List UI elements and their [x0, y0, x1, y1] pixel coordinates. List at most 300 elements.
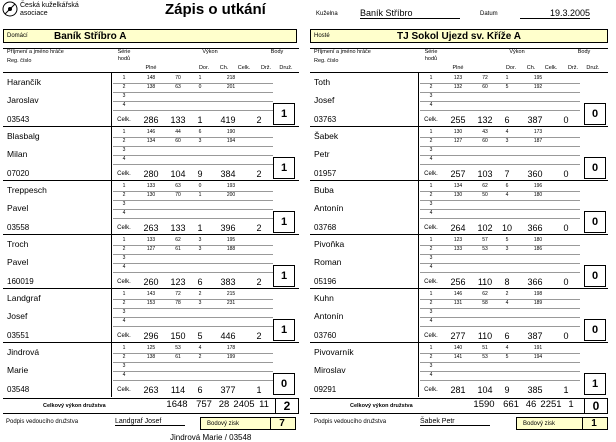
col-serie1: Série	[117, 49, 131, 55]
game-value: 58	[482, 300, 488, 306]
game-index: 3	[122, 93, 126, 99]
dd-value: 2	[256, 331, 262, 341]
game-value: 189	[533, 300, 543, 306]
away-player-block	[310, 72, 608, 127]
total-value: 366	[527, 223, 543, 233]
game-index: 3	[122, 147, 126, 153]
player-reg-number: 03543	[7, 115, 30, 124]
game-index: 1	[429, 291, 433, 297]
total-value: 104	[477, 385, 493, 395]
game-value: 60	[482, 84, 488, 90]
home-bod-label: Bodový zisk	[207, 421, 240, 427]
game-value: 132	[453, 84, 463, 90]
total-value: 6	[504, 331, 510, 341]
game-index: 1	[429, 183, 433, 189]
dd-value: 0	[563, 331, 569, 341]
away-bodovy-zisk	[516, 417, 608, 430]
total-value: 133	[170, 115, 186, 125]
game-value: 70	[175, 192, 181, 198]
player-firstname: Antonín	[314, 203, 344, 213]
dd-value: 0	[563, 277, 569, 287]
game-row-line	[420, 308, 580, 309]
dd-value: 2	[256, 223, 262, 233]
total-value: 257	[450, 169, 466, 179]
game-index: 3	[429, 363, 433, 369]
home-player-block	[3, 126, 299, 181]
home-side-label: Domácí	[7, 33, 28, 39]
away-team-name: TJ Sokol Ujezd sv. Kříže A	[397, 31, 521, 42]
game-row-line	[113, 92, 273, 93]
game-index: 4	[122, 372, 126, 378]
game-value: 60	[175, 138, 181, 144]
game-value: 201	[226, 84, 236, 90]
total-value: 256	[450, 277, 466, 287]
game-value: 146	[453, 291, 463, 297]
total-value: 150	[170, 331, 186, 341]
total-value: 280	[143, 169, 159, 179]
game-value: 143	[146, 291, 156, 297]
col-name_hdr2: Reg. číslo	[314, 58, 339, 64]
dd-value: 0	[563, 223, 569, 233]
game-index: 3	[122, 255, 126, 261]
total-value: 133	[170, 223, 186, 233]
game-row-line	[420, 209, 580, 210]
game-row-line	[420, 101, 580, 102]
game-value: 138	[146, 84, 156, 90]
total-value: 9	[504, 385, 510, 395]
player-points-box: 0	[584, 265, 606, 287]
col-body: Body	[577, 49, 591, 55]
player-surname: Buba	[314, 185, 334, 195]
player-reg-number: 03760	[314, 331, 337, 340]
game-index: 1	[122, 345, 126, 351]
total-value: 9	[197, 169, 203, 179]
game-value: 53	[482, 354, 488, 360]
player-surname: Landgraf	[7, 293, 41, 303]
total-label: Celk.	[424, 225, 438, 231]
player-points-box: 0	[584, 211, 606, 233]
game-value: 218	[226, 75, 236, 81]
game-index: 1	[122, 75, 126, 81]
home-players	[3, 72, 299, 396]
org-line1: Česká kuželkářská	[20, 2, 79, 9]
total-value: 6	[197, 385, 203, 395]
game-value: 180	[533, 237, 543, 243]
game-row-line	[113, 155, 273, 156]
game-row-line	[113, 308, 273, 309]
player-firstname: Josef	[7, 311, 28, 321]
game-row-line	[113, 101, 273, 102]
game-value: 78	[175, 300, 181, 306]
game-value: 133	[146, 183, 156, 189]
home-team-name: Baník Stříbro A	[54, 31, 127, 42]
game-row-line	[113, 110, 273, 111]
game-index: 2	[429, 246, 433, 252]
total-value: 110	[477, 277, 493, 287]
player-surname: Pivovarník	[314, 347, 354, 357]
game-row-line	[113, 164, 273, 165]
game-value: 3	[505, 138, 509, 144]
game-index: 2	[122, 246, 126, 252]
player-firstname: Antonín	[314, 311, 344, 321]
home-bodovy-zisk	[200, 417, 296, 430]
player-firstname: Roman	[314, 257, 342, 267]
game-value: 125	[146, 345, 156, 351]
col-dor: Dor.	[505, 65, 517, 71]
game-index: 2	[429, 354, 433, 360]
game-value: 57	[482, 237, 488, 243]
game-value: 133	[453, 246, 463, 252]
game-value: 130	[146, 192, 156, 198]
column-divider	[111, 73, 112, 127]
cut-off-footer: Jindrová Marie / 03548	[170, 433, 252, 442]
game-index: 3	[429, 255, 433, 261]
home-player-block	[3, 234, 299, 289]
game-row-line	[420, 380, 580, 381]
game-value: 6	[198, 129, 202, 135]
col-dor: Dor.	[198, 65, 210, 71]
game-value: 4	[505, 345, 509, 351]
game-value: 231	[226, 300, 236, 306]
home-sum-row	[3, 398, 299, 414]
game-value: 178	[226, 345, 236, 351]
away-bod-value: 1	[582, 418, 605, 429]
total-value: 281	[450, 385, 466, 395]
total-value: 1	[197, 223, 203, 233]
game-value: 199	[226, 354, 236, 360]
dd-value: 1	[256, 385, 262, 395]
game-value: 130	[453, 192, 463, 198]
away-player-block	[310, 126, 608, 181]
game-value: 5	[505, 237, 509, 243]
total-value: 6	[504, 115, 510, 125]
col-vykon: Výkon	[202, 49, 218, 55]
total-value: 10	[501, 223, 512, 233]
game-index: 2	[122, 138, 126, 144]
total-value: 7	[504, 169, 510, 179]
column-divider	[111, 343, 112, 397]
game-value: 190	[226, 129, 236, 135]
away-sum-plne: 1590	[473, 399, 495, 410]
game-value: 62	[175, 237, 181, 243]
game-value: 140	[453, 345, 463, 351]
column-divider	[111, 289, 112, 343]
game-value: 215	[226, 291, 236, 297]
game-value: 53	[175, 345, 181, 351]
game-row-line	[113, 209, 273, 210]
player-reg-number: 07020	[7, 169, 30, 178]
page-title: Zápis o utkání	[165, 1, 266, 18]
game-index: 2	[122, 354, 126, 360]
home-sum-dd: 11	[259, 399, 269, 410]
player-firstname: Marie	[7, 365, 29, 375]
total-label: Celk.	[117, 387, 131, 393]
game-value: 5	[505, 84, 509, 90]
total-value: 377	[220, 385, 236, 395]
game-index: 1	[122, 183, 126, 189]
date-value: 19.3.2005	[520, 8, 590, 19]
game-row-line	[113, 380, 273, 381]
game-index: 1	[122, 291, 126, 297]
total-label: Celk.	[424, 333, 438, 339]
away-sum-label: Celkový výkon družstva	[350, 403, 413, 409]
away-sum-row	[310, 398, 608, 414]
game-value: 196	[533, 183, 543, 189]
player-firstname: Pavel	[7, 203, 29, 213]
total-label: Celk.	[424, 279, 438, 285]
total-value: 383	[220, 277, 236, 287]
game-row-line	[420, 326, 580, 327]
col-name_hdr1: Příjmení a jméno hráče	[7, 49, 64, 55]
away-team-bar	[310, 29, 608, 43]
game-value: 134	[146, 138, 156, 144]
game-row-line	[113, 272, 273, 273]
player-points-box: 1	[584, 373, 606, 395]
game-index: 1	[429, 75, 433, 81]
column-divider	[418, 343, 419, 397]
col-ch: Ch.	[526, 65, 536, 71]
player-surname: Troch	[7, 239, 29, 249]
player-surname: Šabek	[314, 131, 339, 141]
game-value: 53	[482, 246, 488, 252]
away-sum-points: 0	[584, 398, 608, 414]
game-value: 127	[146, 246, 156, 252]
game-row-line	[420, 254, 580, 255]
home-signature-label: Podpis vedoucího družstva	[6, 419, 79, 425]
player-points-box: 1	[273, 319, 295, 341]
dd-value: 1	[563, 385, 569, 395]
game-row-line	[113, 146, 273, 147]
home-sum-ch: 28	[218, 399, 230, 410]
game-index: 1	[429, 345, 433, 351]
game-row-line	[113, 218, 273, 219]
away-player-block	[310, 288, 608, 343]
game-value: 44	[175, 129, 181, 135]
game-value: 2	[505, 291, 509, 297]
home-sum-plne: 1648	[166, 399, 188, 410]
player-surname: Harančík	[7, 77, 42, 87]
away-column-header	[310, 48, 608, 73]
column-divider	[111, 127, 112, 181]
player-firstname: Milan	[7, 149, 28, 159]
game-index: 3	[122, 201, 126, 207]
game-row-line	[113, 200, 273, 201]
player-firstname: Jaroslav	[7, 95, 39, 105]
away-sum-dor: 661	[503, 399, 519, 410]
game-value: 51	[482, 345, 488, 351]
game-row-line	[420, 146, 580, 147]
game-value: 72	[175, 291, 181, 297]
player-reg-number: 03768	[314, 223, 337, 232]
home-bod-value: 7	[270, 418, 293, 429]
game-index: 4	[429, 264, 433, 270]
game-index: 1	[429, 237, 433, 243]
total-value: 255	[450, 115, 466, 125]
total-value: 114	[170, 385, 186, 395]
player-points-box: 1	[273, 103, 295, 125]
away-players	[310, 72, 608, 396]
player-reg-number: 160019	[7, 277, 34, 286]
game-row-line	[420, 110, 580, 111]
venue-value: Baník Stříbro	[360, 8, 460, 19]
col-body: Body	[270, 49, 284, 55]
game-row-line	[420, 371, 580, 372]
column-divider	[418, 235, 419, 289]
game-value: 123	[453, 237, 463, 243]
total-value: 385	[527, 385, 543, 395]
away-sum-dd: 1	[568, 399, 574, 410]
game-index: 1	[122, 237, 126, 243]
game-row-line	[420, 263, 580, 264]
column-divider	[418, 73, 419, 127]
game-index: 4	[122, 318, 126, 324]
game-value: 153	[146, 300, 156, 306]
away-player-block	[310, 342, 608, 397]
game-row-line	[420, 164, 580, 165]
home-player-block	[3, 180, 299, 235]
away-signature-label: Podpis vedoucího družstva	[314, 419, 387, 425]
dd-value: 0	[563, 169, 569, 179]
game-row-line	[113, 326, 273, 327]
game-value: 186	[533, 246, 543, 252]
venue-label: Kuželna	[316, 11, 338, 17]
away-bod-label: Bodový zisk	[523, 421, 556, 427]
home-player-block	[3, 72, 299, 127]
col-plne: Plné	[452, 65, 464, 71]
home-team-bar	[3, 29, 297, 43]
game-value: 0	[198, 84, 202, 90]
total-value: 387	[527, 115, 543, 125]
game-value: 200	[226, 192, 236, 198]
total-value: 396	[220, 223, 236, 233]
col-ch: Ch.	[219, 65, 229, 71]
game-value: 4	[198, 345, 202, 351]
game-row-line	[113, 362, 273, 363]
col-dd: Drž.	[260, 65, 272, 71]
game-value: 2	[198, 291, 202, 297]
game-value: 195	[533, 75, 543, 81]
total-value: 366	[527, 277, 543, 287]
game-index: 2	[429, 192, 433, 198]
game-index: 1	[122, 129, 126, 135]
total-value: 123	[170, 277, 186, 287]
game-row-line	[113, 317, 273, 318]
game-index: 4	[429, 156, 433, 162]
game-value: 62	[482, 183, 488, 189]
game-value: 63	[175, 183, 181, 189]
col-celk: Celk.	[544, 65, 558, 71]
game-row-line	[113, 371, 273, 372]
player-firstname: Pavel	[7, 257, 29, 267]
home-player-block	[3, 288, 299, 343]
column-divider	[111, 235, 112, 289]
player-surname: Toth	[314, 77, 331, 87]
total-value: 286	[143, 115, 159, 125]
col-druz: Druž.	[279, 65, 293, 71]
game-index: 3	[429, 201, 433, 207]
total-label: Celk.	[117, 171, 131, 177]
player-reg-number: 03551	[7, 331, 30, 340]
game-value: 1	[198, 75, 202, 81]
total-value: 1	[197, 115, 203, 125]
dd-value: 0	[563, 115, 569, 125]
game-value: 2	[198, 354, 202, 360]
game-value: 130	[453, 129, 463, 135]
game-value: 133	[146, 237, 156, 243]
column-divider	[418, 289, 419, 343]
total-label: Celk.	[424, 171, 438, 177]
game-value: 4	[505, 192, 509, 198]
col-serie1: Série	[424, 49, 438, 55]
game-index: 2	[122, 300, 126, 306]
game-value: 187	[533, 138, 543, 144]
col-name_hdr1: Příjmení a jméno hráče	[314, 49, 371, 55]
col-serie2: hodů	[424, 56, 438, 62]
home-sum-celk: 2405	[233, 399, 255, 410]
game-value: 3	[198, 138, 202, 144]
org-line2: asociace	[20, 10, 48, 17]
dd-value: 2	[256, 169, 262, 179]
game-row-line	[420, 362, 580, 363]
game-index: 3	[122, 363, 126, 369]
player-firstname: Petr	[314, 149, 330, 159]
game-index: 2	[429, 138, 433, 144]
total-label: Celk.	[424, 387, 438, 393]
game-index: 2	[429, 84, 433, 90]
game-index: 1	[429, 129, 433, 135]
game-index: 4	[429, 210, 433, 216]
total-value: 6	[197, 277, 203, 287]
game-row-line	[420, 218, 580, 219]
game-value: 61	[175, 246, 181, 252]
total-value: 263	[143, 223, 159, 233]
total-value: 102	[477, 223, 493, 233]
column-divider	[418, 127, 419, 181]
player-points-box: 0	[273, 373, 295, 395]
dd-value: 2	[256, 277, 262, 287]
player-surname: Blasbalg	[7, 131, 40, 141]
game-value: 62	[482, 291, 488, 297]
home-sum-label: Celkový výkon družstva	[43, 403, 106, 409]
game-index: 4	[122, 210, 126, 216]
game-value: 195	[226, 237, 236, 243]
total-value: 387	[527, 331, 543, 341]
total-value: 5	[197, 331, 203, 341]
kuzelky-logo	[2, 1, 18, 17]
game-value: 131	[453, 300, 463, 306]
total-value: 110	[477, 331, 493, 341]
org-name	[20, 2, 79, 18]
game-value: 60	[482, 138, 488, 144]
game-value: 61	[175, 354, 181, 360]
total-value: 264	[450, 223, 466, 233]
total-value: 360	[527, 169, 543, 179]
game-row-line	[420, 272, 580, 273]
home-column-header	[3, 48, 299, 73]
game-index: 3	[429, 147, 433, 153]
game-index: 4	[429, 318, 433, 324]
game-index: 4	[429, 102, 433, 108]
game-value: 134	[453, 183, 463, 189]
player-reg-number: 03763	[314, 115, 337, 124]
player-reg-number: 03548	[7, 385, 30, 394]
home-signature: Landgraf Josef	[115, 418, 185, 426]
total-value: 296	[143, 331, 159, 341]
total-value: 446	[220, 331, 236, 341]
game-index: 4	[122, 264, 126, 270]
player-reg-number: 05196	[314, 277, 337, 286]
game-row-line	[420, 317, 580, 318]
